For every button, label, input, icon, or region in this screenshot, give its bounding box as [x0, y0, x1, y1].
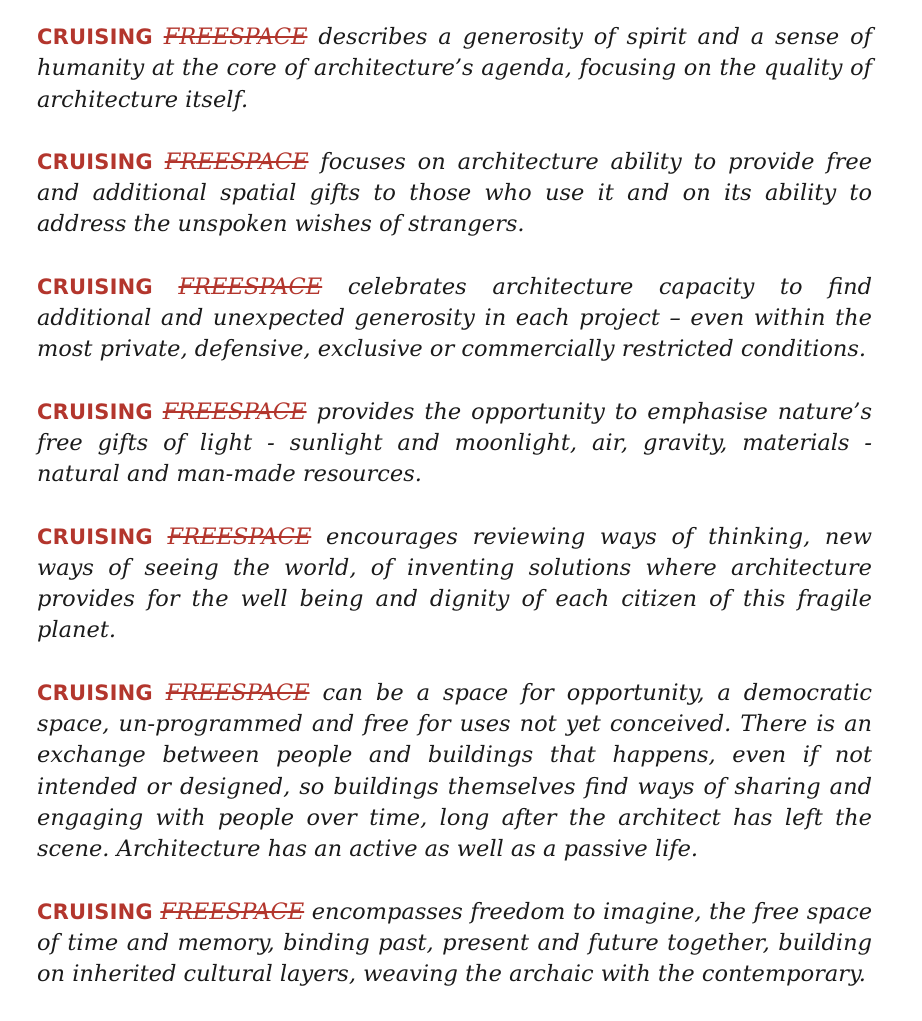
paragraph-2 [37, 147, 872, 241]
paragraph-5 [37, 522, 872, 647]
paragraph-7 [37, 897, 872, 991]
paragraph-6 [37, 678, 872, 866]
paragraph-1 [37, 22, 872, 116]
lead-word: CRUISING [37, 680, 153, 705]
lead-word: CRUISING [37, 274, 153, 299]
lead-word: CRUISING [37, 25, 153, 49]
struck-word: FREESPACE [167, 523, 312, 550]
struck-word: FREESPACE [165, 679, 310, 706]
paragraph-text: can be a space for opportunity, a democratic space, un-programmed and free for uses not yet conceived. There is an exchange between people and buildings that happens, even if not intended or designed, so buildings themselves find ways of sharing and engaging with people over time, long after the architect has left the scene. Architecture has an active as well as a passive life. [37, 679, 872, 863]
manifesto-text [37, 22, 872, 1021]
paragraph-text: encompasses freedom to imagine, the free space of time and memory, binding past, present and future together, building on inherited cultural layers, weaving the archaic with the contemporary. [37, 898, 873, 988]
lead-word: CRUISING [37, 524, 153, 549]
paragraph-text: celebrates architecture capacity to find additional and unexpected generosity in each project – even within the most private, defensive, exclusive or commercially restricted conditions. [37, 273, 873, 363]
struck-word: FREESPACE [160, 898, 305, 925]
paragraph-text: provides the opportunity to emphasise nature’s free gifts of light - sunlight and moonlight, air, gravity, materials - natural and man-made resources. [37, 398, 873, 488]
paragraph-3 [37, 272, 872, 366]
paragraph-text: encourages reviewing ways of thinking, new ways of seeing the world, of inventing solutions where architecture provides for the well being and dignity of each citizen of this fragile planet. [37, 523, 872, 644]
paragraph-text: focuses on architecture ability to provide free and additional spatial gifts to those who use it and on its ability to address the unspoken wishes of strangers. [37, 148, 873, 238]
struck-word: FREESPACE [163, 24, 308, 50]
lead-word: CRUISING [37, 399, 153, 424]
struck-word: FREESPACE [178, 273, 323, 300]
lead-word: CRUISING [37, 149, 153, 174]
struck-word: FREESPACE [162, 398, 307, 425]
paragraph-text: describes a generosity of spirit and a sense of humanity at the core of architecture’s agenda, focusing on the quality of architecture itself. [37, 24, 872, 113]
struck-word: FREESPACE [164, 148, 309, 175]
lead-word: CRUISING [37, 899, 153, 924]
paragraph-4 [37, 397, 872, 491]
